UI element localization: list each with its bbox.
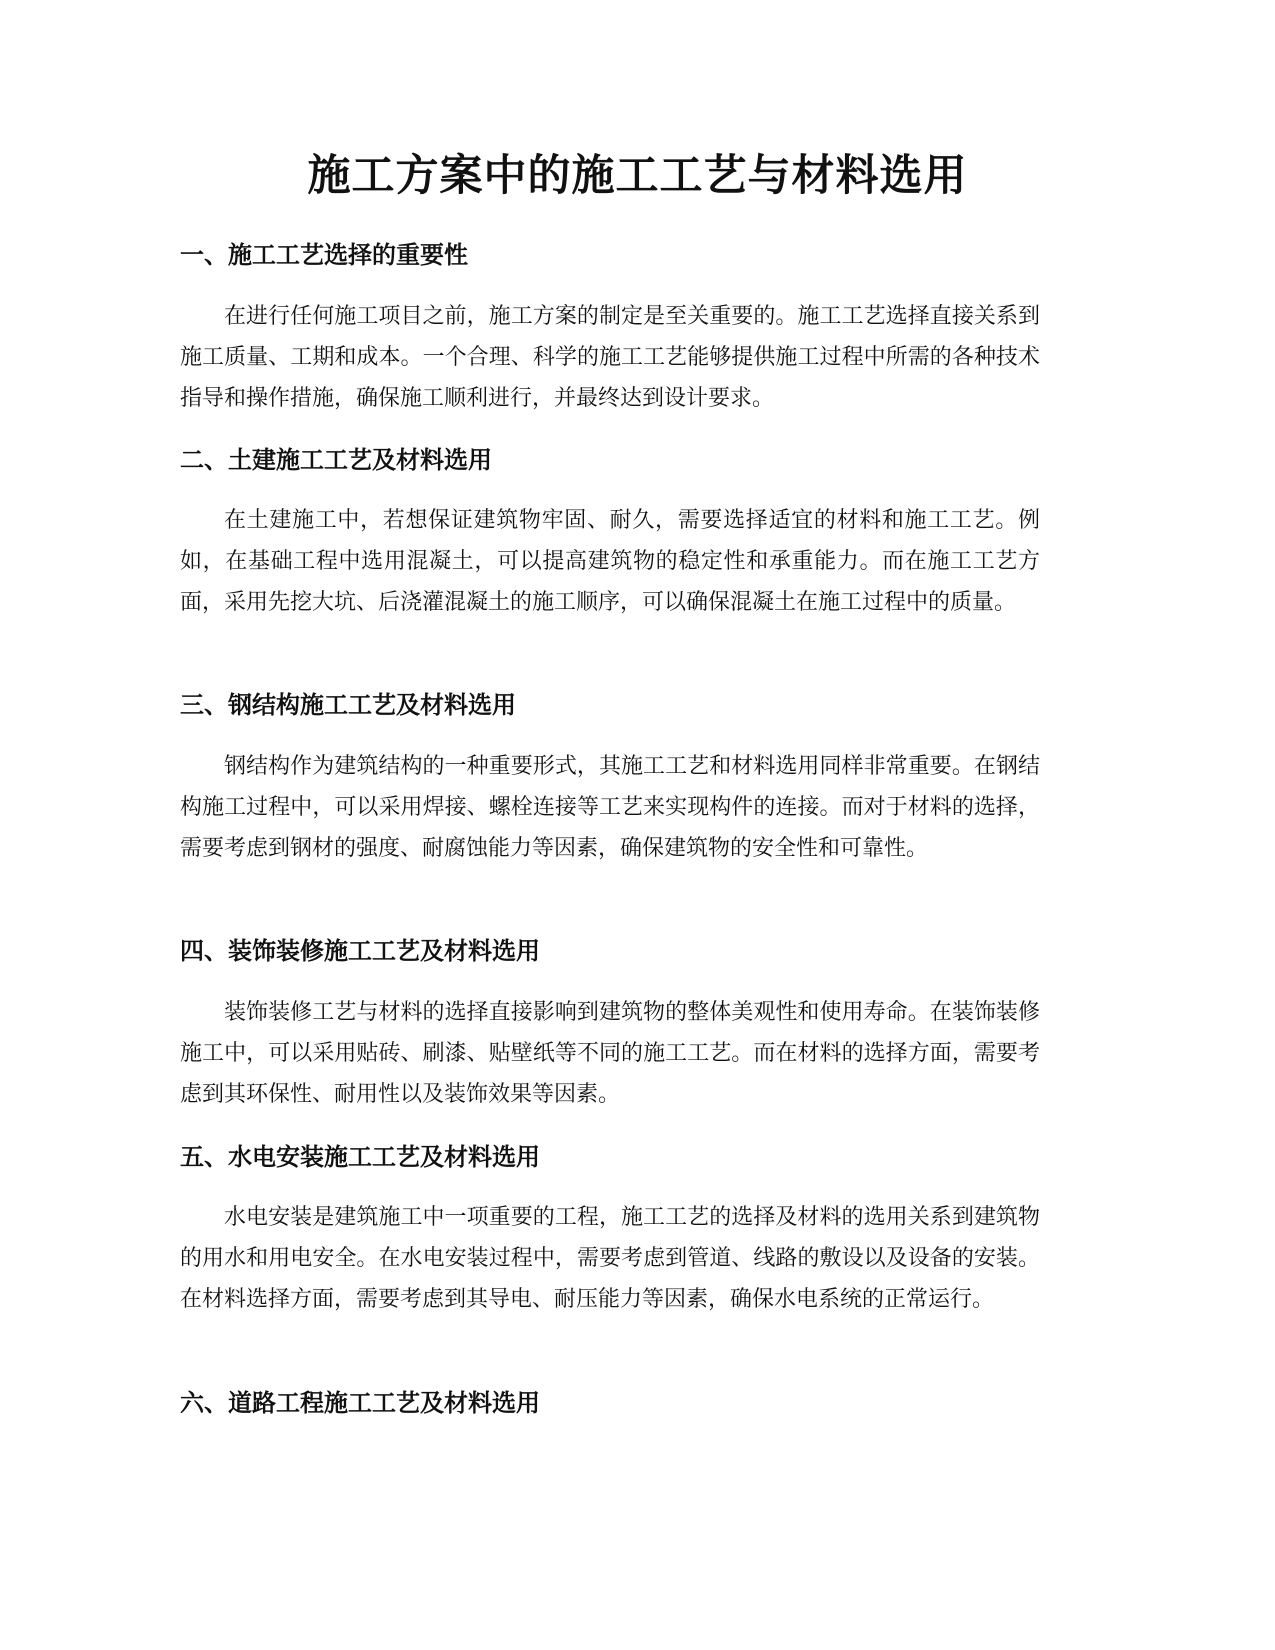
section-6-heading: 六、道路工程施工工艺及材料选用 xyxy=(180,1389,540,1417)
section-3-heading: 三、钢结构施工工艺及材料选用 xyxy=(180,691,516,719)
section-5-heading: 五、水电安装施工工艺及材料选用 xyxy=(180,1143,540,1171)
section-1-body: 在进行任何施工项目之前，施工方案的制定是至关重要的。施工工艺选择直接关系到施工质量、工期和成本。一个合理、科学的施工工艺能够提供施工过程中所需的各种技术指导和操作措施，确保施工顺利进行，并最终达到设计要求。 xyxy=(180,304,1040,411)
section-2-body: 在土建施工中，若想保证建筑物牢固、耐久，需要选择适宜的材料和施工工艺。例如，在基础工程中选用混凝土，可以提高建筑物的稳定性和承重能力。而在施工工艺方面，采用先挖大坑、后浇灌混凝土的施工顺序，可以确保混凝土在施工过程中的质量。 xyxy=(180,508,1040,615)
document-title: 施工方案中的施工工艺与材料选用 xyxy=(307,151,968,201)
section-5-body: 水电安装是建筑施工中一项重要的工程，施工工艺的选择及材料的选用关系到建筑物的用水和用电安全。在水电安装过程中，需要考虑到管道、线路的敷设以及设备的安装。在材料选择方面，需要考虑到其导电、耐压能力等因素，确保水电系统的正常运行。 xyxy=(180,1205,1040,1312)
section-4-heading: 四、装饰装修施工工艺及材料选用 xyxy=(180,937,540,965)
section-3-body: 钢结构作为建筑结构的一种重要形式，其施工工艺和材料选用同样非常重要。在钢结构施工过程中，可以采用焊接、螺栓连接等工艺来实现构件的连接。而对于材料的选择，需要考虑到钢材的强度、耐腐蚀能力等因素，确保建筑物的安全性和可靠性。 xyxy=(180,754,1040,861)
section-1-heading: 一、施工工艺选择的重要性 xyxy=(180,241,468,269)
section-4-body: 装饰装修工艺与材料的选择直接影响到建筑物的整体美观性和使用寿命。在装饰装修施工中，可以采用贴砖、刷漆、贴壁纸等不同的施工工艺。而在材料的选择方面，需要考虑到其环保性、耐用性以及装饰效果等因素。 xyxy=(180,1000,1040,1107)
section-2-heading: 二、土建施工工艺及材料选用 xyxy=(180,446,492,474)
